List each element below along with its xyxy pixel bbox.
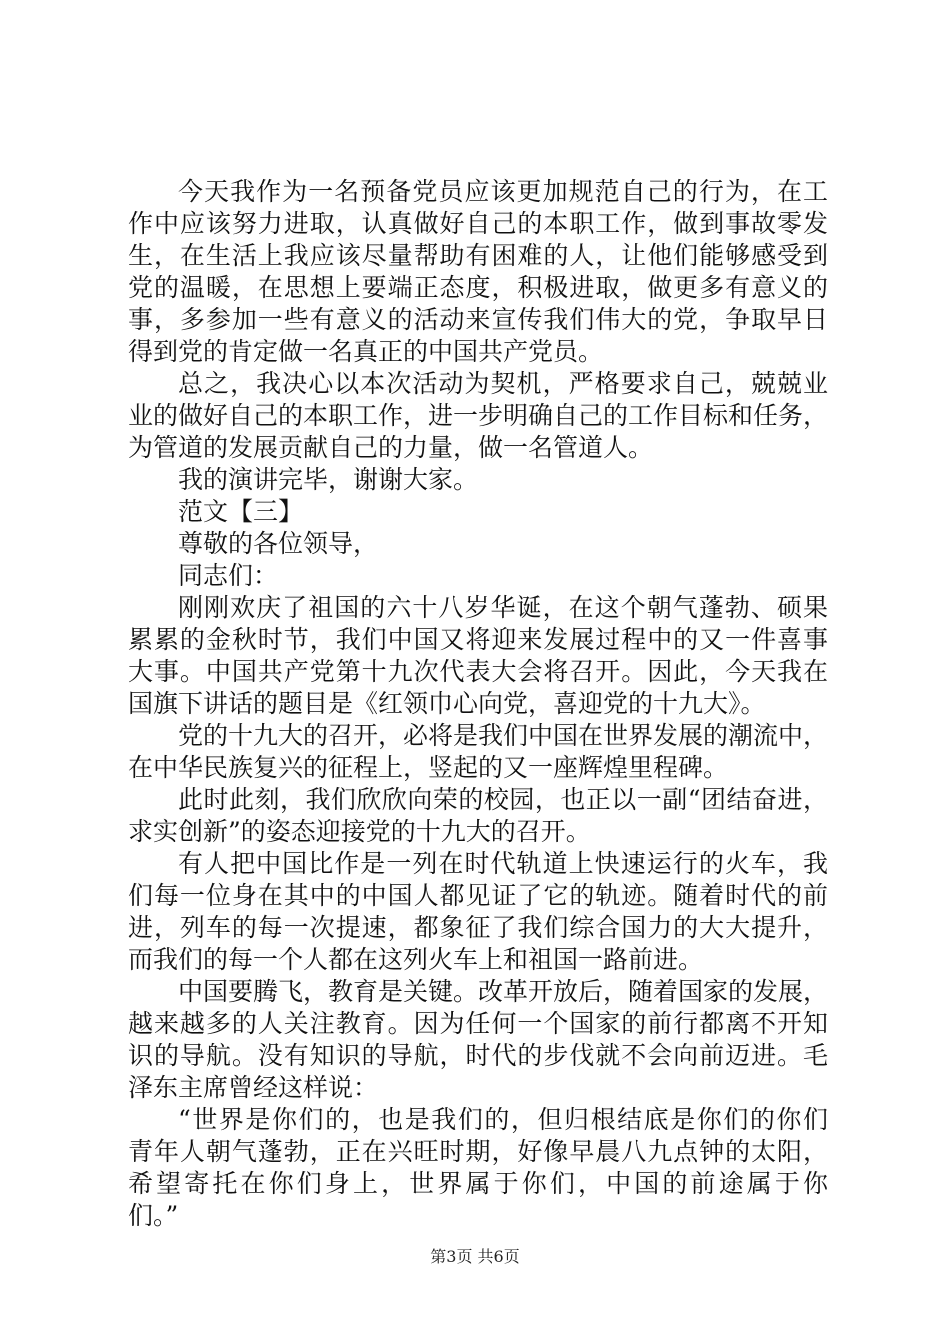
text-line: 作中应该努力进取，认真做好自己的本职工作，做到事故零发 (128, 209, 828, 238)
text-line: 青年人朝气蓬勃，正在兴旺时期，好像早晨八九点钟的太阳， (128, 1137, 828, 1166)
text-line: 范文【三】 (178, 497, 304, 526)
text-line: 泽东主席曾经这样说： (128, 1073, 379, 1102)
text-line: 我的演讲完毕，谢谢大家。 (178, 465, 479, 494)
text-line: 们每一位身在其中的中国人都见证了它的轨迹。随着时代的前 (128, 881, 828, 910)
text-line: 业的做好自己的本职工作，进一步明确自己的工作目标和任务， (128, 401, 828, 430)
page-footer: 第3页 共6页 (430, 1247, 520, 1266)
text-line: 希望寄托在你们身上，世界属于你们，中国的前途属于你 (128, 1169, 828, 1198)
text-line: 们。” (128, 1201, 179, 1230)
text-line: 为管道的发展贡献自己的力量，做一名管道人。 (128, 433, 654, 462)
text-line: 刚刚欢庆了祖国的六十八岁华诞，在这个朝气蓬勃、硕果 (178, 593, 828, 622)
text-line: 生，在生活上我应该尽量帮助有困难的人，让他们能够感受到 (128, 241, 828, 270)
text-line: 进，列车的每一次提速，都象征了我们综合国力的大大提升， (128, 913, 828, 942)
text-line: 国旗下讲话的题目是《红领巾心向党，喜迎党的十九大》。 (128, 689, 766, 718)
text-line: 党的温暖，在思想上要端正态度，积极进取，做更多有意义的 (128, 273, 828, 302)
document-body (128, 176, 828, 1232)
text-line: 党的十九大的召开，必将是我们中国在世界发展的潮流中， (178, 721, 828, 750)
text-line: 累累的金秋时节，我们中国又将迎来发展过程中的又一件喜事 (128, 625, 828, 654)
text-line: 求实创新”的姿态迎接党的十九大的召开。 (128, 817, 591, 846)
text-line: 在中华民族复兴的征程上，竖起的又一座辉煌里程碑。 (128, 753, 729, 782)
text-line: 中国要腾飞，教育是关键。改革开放后，随着国家的发展， (178, 977, 828, 1006)
text-line: 尊敬的各位领导， (178, 529, 379, 558)
text-line: 有人把中国比作是一列在时代轨道上快速运行的火车，我 (178, 849, 828, 878)
text-line: 越来越多的人关注教育。因为任何一个国家的前行都离不开知 (128, 1009, 828, 1038)
text-line: 总之，我决心以本次活动为契机，严格要求自己，兢兢业 (178, 369, 828, 398)
text-line: 事，多参加一些有意义的活动来宣传我们伟大的党，争取早日 (128, 305, 828, 334)
text-line: 今天我作为一名预备党员应该更加规范自己的行为，在工 (178, 177, 828, 206)
text-line: 此时此刻，我们欣欣向荣的校园，也正以一副“团结奋进， (178, 785, 828, 814)
text-line: 而我们的每一个人都在这列火车上和祖国一路前进。 (128, 945, 704, 974)
text-line: “世界是你们的，也是我们的，但归根结底是你们的你们 (178, 1105, 828, 1134)
text-line: 同志们： (178, 561, 279, 590)
text-line: 识的导航。没有知识的导航，时代的步伐就不会向前迈进。毛 (128, 1041, 828, 1070)
text-line: 大事。中国共产党第十九次代表大会将召开。因此，今天我在 (128, 657, 828, 686)
text-line: 得到党的肯定做一名真正的中国共产党员。 (128, 337, 604, 366)
